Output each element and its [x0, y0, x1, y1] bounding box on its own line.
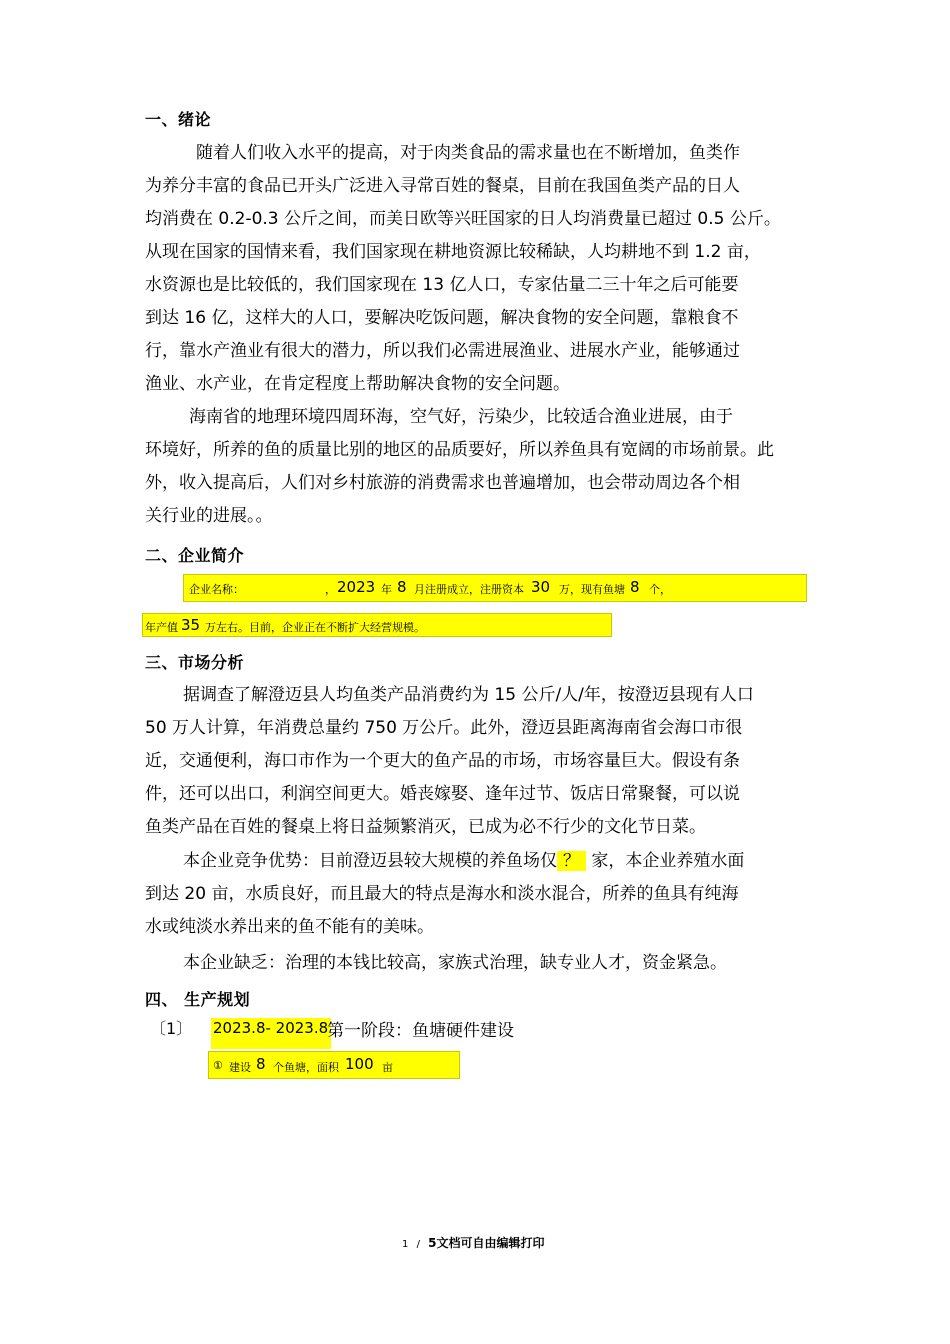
advantage-text-cont: 家，本企业养殖水面: [586, 851, 745, 871]
intro-paragraph-2: [145, 401, 815, 533]
page-separator: /: [416, 1239, 420, 1250]
founding-month: 8: [397, 578, 407, 596]
pond-count: 8: [630, 578, 640, 596]
text-line: 海南省的地理环境四周环海，空气好，污染少，比较适合渔业进展，由于: [189, 407, 733, 427]
text-line: 随着人们收入水平的提高，对于肉类食品的需求量也在不断增加，鱼类作: [179, 143, 740, 163]
text-line: 环境好，所养的鱼的质量比别的地区的品质要好，所以养鱼具有宽阔的市场前景。此: [145, 440, 774, 460]
text-line: 关行业的进展。。: [145, 506, 273, 526]
advantage-text: 本企业竞争优势：目前澄迈县较大规模的养鱼场仅: [183, 851, 557, 871]
text-line: [145, 845, 815, 878]
pond-area: 100: [345, 1055, 374, 1073]
area-text: 个鱼塘，面积: [273, 1061, 339, 1074]
annual-output-value: 35: [181, 616, 201, 634]
year-char: 年: [381, 583, 392, 596]
page-footer: [402, 1234, 545, 1251]
circle-number: ①: [213, 1059, 223, 1072]
section-title-market: 三、市场分析: [145, 653, 245, 672]
text-line: 近，交通便利，海口市作为一个更大的鱼产品的市场，市场容量巨大。假设有条: [145, 751, 740, 771]
text-line: 据调查了解澄迈县人均鱼类产品消费约为 15 公斤/人/年，按澄迈县现有人口: [183, 685, 754, 705]
unit-text: 个，: [649, 583, 671, 596]
section-title-plan: 四、 生产规划: [145, 990, 251, 1009]
page-number: 1: [402, 1239, 409, 1250]
registered-capital: 30: [531, 578, 551, 596]
company-info-highlight-1: [183, 574, 807, 602]
plan-subitem-highlight: [208, 1051, 460, 1079]
company-name-label: 企业名称：: [189, 583, 244, 596]
founding-year: 2023: [337, 578, 376, 596]
unknown-count-highlight: ？: [557, 851, 586, 871]
section-title-company: 二、企业简介: [145, 546, 245, 565]
market-paragraph-2: [145, 845, 815, 944]
text-line: 件，还可以出口，利润空间更大。婚丧嫁娶、逢年过节、饭店日常聚餐，可以说: [145, 784, 740, 804]
text-line: 从现在国家的国情来看，我们国家现在耕地资源比较稀缺，人均耕地不到 1.2 亩，: [145, 242, 761, 262]
text-line: 水资源也是比较低的，我们国家现在 13 亿人口，专家估量二三十年之后可能要: [145, 275, 739, 295]
text-line: 鱼类产品在百姓的餐桌上将日益频繁消灭，已成为必不行少的文化节日菜。: [145, 817, 706, 837]
plan-stage-title: 第一阶段：鱼塘硬件建设: [327, 1021, 514, 1041]
text-line: 渔业、水产业，在肯定程度上帮助解决食物的安全问题。: [145, 374, 570, 394]
ponds-text: 万，现有鱼塘: [559, 583, 625, 596]
text-line: 50 万人计算，年消费总量约 750 万公斤。此外，澄迈县距离海南省会海口市很: [145, 718, 743, 738]
section-title-intro: 一、绪论: [145, 110, 212, 129]
text-line: 水或纯淡水养出来的鱼不能有的美味。: [145, 917, 434, 937]
pond-build-count: 8: [256, 1055, 266, 1073]
build-text: 建设: [229, 1061, 251, 1074]
text-line: 外，收入提高后，人们对乡村旅游的消费需求也普遍增加，也会带动周边各个相: [145, 473, 740, 493]
footer-text: 文档可自由编辑打印: [436, 1236, 545, 1250]
plan-item-number: 〔1〕: [150, 1019, 193, 1038]
text-line: 到达 20 亩，水质良好，而且最大的特点是海水和淡水混合，所养的鱼具有纯海: [145, 884, 739, 904]
annual-output-text: 万左右。目前，企业正在不断扩大经营规模。: [205, 621, 425, 634]
comma: ，: [325, 583, 336, 596]
annual-output-label: 年产值: [145, 621, 178, 634]
text-line: 本企业缺乏：治理的本钱比较高，家族式治理，缺专业人才，资金紧急。: [183, 953, 727, 973]
page-total: 5: [428, 1236, 437, 1250]
market-paragraph-3: [145, 947, 815, 980]
company-info-highlight-2: [142, 613, 612, 637]
text-line: 为养分丰富的食品已开头广泛进入寻常百姓的餐桌，目前在我国鱼类产品的日人: [145, 176, 740, 196]
text-line: 到达 16 亿，这样大的人口，要解决吃饭问题，解决食物的安全问题，靠粮食不: [145, 308, 739, 328]
market-paragraph-1: [145, 679, 815, 844]
intro-paragraph-1: [145, 137, 815, 401]
area-unit: 亩: [382, 1061, 393, 1074]
registration-text: 月注册成立，注册资本: [414, 583, 524, 596]
text-line: 均消费在 0.2-0.3 公斤之间，而美日欧等兴旺国家的日人均消费量已超过 0.5 公斤。: [145, 209, 781, 229]
plan-date-range: 2023.8- 2023.8: [213, 1019, 329, 1037]
text-line: 行，靠水产渔业有很大的潜力，所以我们必需进展渔业、进展水产业，能够通过: [145, 341, 740, 361]
